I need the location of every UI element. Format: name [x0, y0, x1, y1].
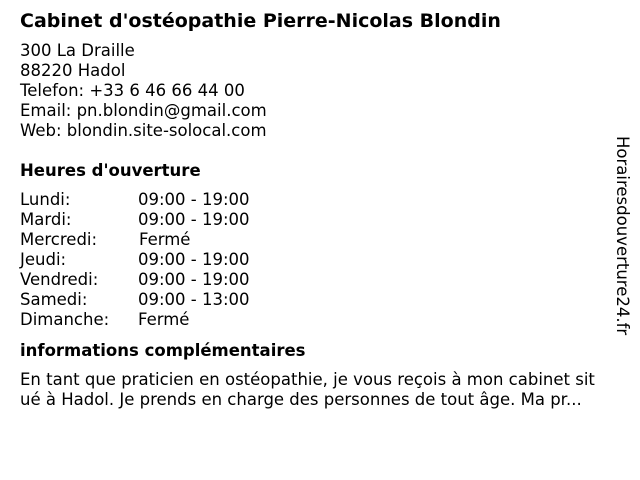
hours-day: Mercredi: [20, 230, 98, 249]
hours-day: Lundi: [20, 190, 71, 209]
hours-time: 09:00 - 19:00 [138, 250, 250, 269]
hours-time: 09:00 - 19:00 [138, 270, 250, 289]
hours-row [20, 210, 605, 230]
hours-time: 09:00 - 19:00 [138, 190, 250, 209]
address-line-1: 300 La Draille [20, 41, 135, 60]
hours-row [20, 190, 605, 210]
email-line[interactable]: Email: pn.blondin@gmail.com [20, 101, 267, 120]
hours-row [20, 230, 605, 250]
info-description: En tant que praticien en ostéopathie, je vous reçois à mon cabinet situé à Hadol. Je prends en charge des personnes de tout âge. Ma pr... [20, 370, 595, 409]
hours-day: Samedi: [20, 290, 88, 309]
hours-time: Fermé [138, 310, 190, 329]
hours-day: Jeudi: [20, 250, 67, 269]
hours-day: Vendredi: [20, 270, 99, 289]
hours-day: Dimanche: [20, 310, 110, 329]
business-name: Cabinet d'ostéopathie Pierre-Nicolas Blondin [20, 10, 501, 32]
hours-time: 09:00 - 13:00 [138, 290, 250, 309]
phone-line[interactable]: Telefon: +33 6 46 66 44 00 [20, 81, 245, 100]
hours-heading: Heures d'ouverture [20, 161, 201, 180]
hours-row [20, 290, 605, 310]
hours-row [20, 250, 605, 270]
business-card [20, 9, 605, 410]
hours-time: Fermé [139, 230, 191, 249]
hours-time: 09:00 - 19:00 [138, 210, 250, 229]
hours-row [20, 270, 605, 290]
info-heading: informations complémentaires [20, 341, 306, 360]
site-watermark: Horairesdouverture24.fr [613, 136, 632, 336]
address-line-2: 88220 Hadol [20, 61, 126, 80]
hours-table [20, 190, 605, 330]
web-line[interactable]: Web: blondin.site-solocal.com [20, 121, 267, 140]
hours-row [20, 310, 605, 330]
hours-day: Mardi: [20, 210, 72, 229]
